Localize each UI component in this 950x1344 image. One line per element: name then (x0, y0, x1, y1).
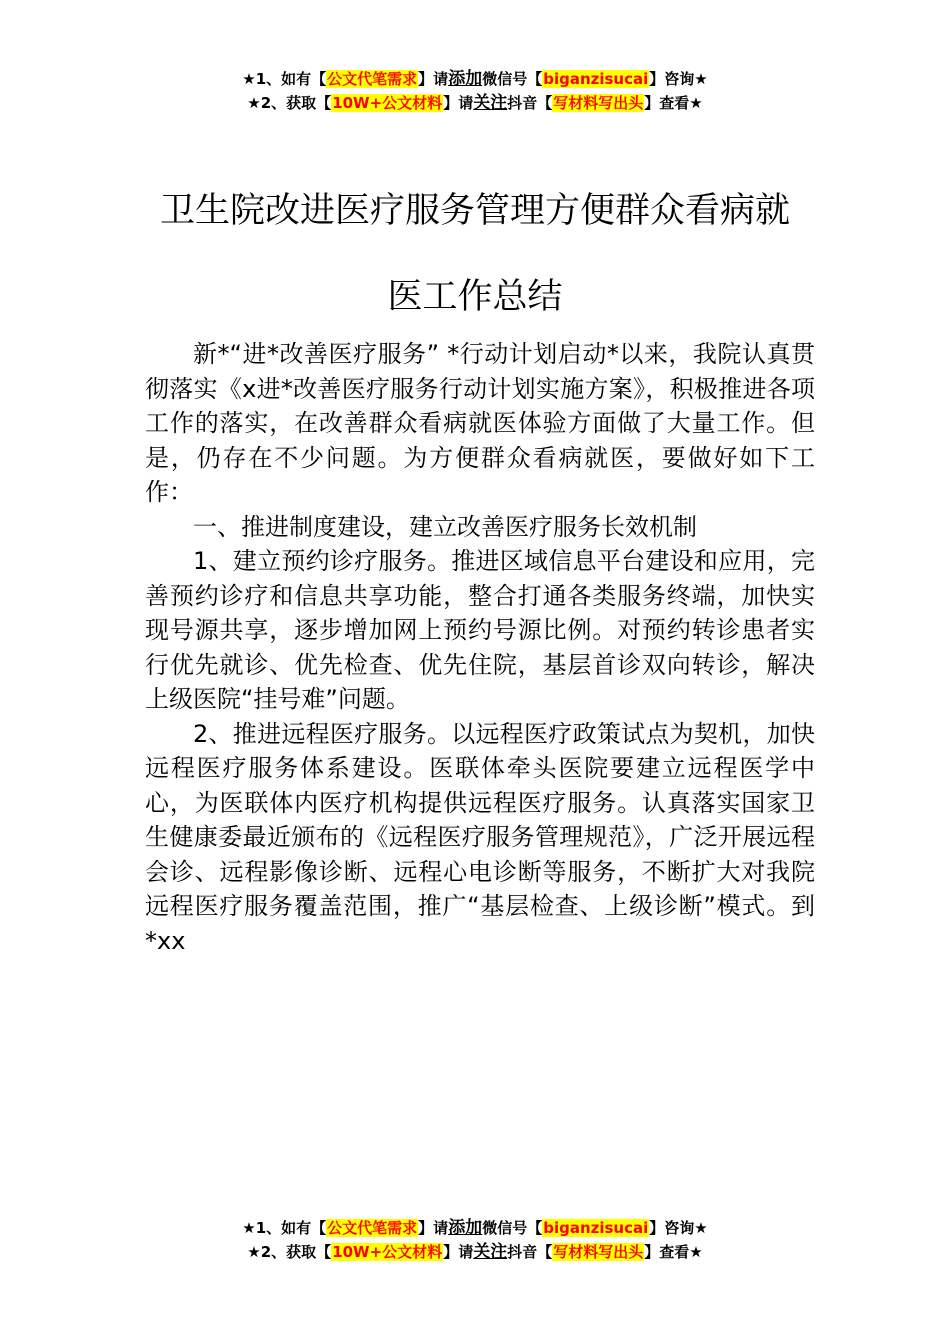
wechat-id-highlight: biganzisucai (543, 1219, 649, 1237)
banner-line-2: ★2、获取【10W+公文材料】请关注抖音【写材料写出头】查看★ (247, 93, 703, 113)
footer-line-2: ★2、获取【10W+公文材料】请关注抖音【写材料写出头】查看★ (247, 1242, 703, 1262)
title-line-2: 医工作总结 (387, 277, 563, 317)
douyin-id-highlight: 写材料写出头 (553, 1243, 644, 1261)
materials-highlight: 10W+公文材料 (332, 1243, 443, 1261)
intro-paragraph: 新*“进*改善医疗服务” *行动计划启动*以来，我院认真贯彻落实《x进*改善医疗服务行动计划实施方案》，积极推进各项工作的落实，在改善群众看病就医体验方面做了大量工作。但是，仍存在不少问题。为方便群众看病就医，要做好如下工作： (145, 340, 815, 506)
document-title (100, 168, 850, 340)
title-line-1: 卫生院改进医疗服务管理方便群众看病就 (159, 191, 790, 231)
wechat-id-highlight: biganzisucai (543, 70, 649, 88)
service-highlight: 公文代笔需求 (327, 70, 418, 88)
materials-highlight: 10W+公文材料 (332, 94, 443, 112)
douyin-id-highlight: 写材料写出头 (553, 94, 644, 112)
body-paragraph-2: 2、推进远程医疗服务。以远程医疗政策试点为契机，加快远程医疗服务体系建设。医联体牵头医院要建立远程医学中心，为医联体内医疗机构提供远程医疗服务。认真落实国家卫生健康委最近颁布的《远程医疗服务管理规范》，广泛开展远程会诊、远程影像诊断、远程心电诊断等服务，不断扩大对我院远程医疗服务覆盖范围，推广“基层检查、上级诊断”模式。到*xx (145, 719, 815, 955)
service-highlight: 公文代笔需求 (327, 1219, 418, 1237)
header-banner (0, 67, 950, 115)
section-heading-1: 一、推进制度建设，建立改善医疗服务长效机制 (193, 512, 697, 541)
document-body (145, 337, 815, 958)
footer-line-1: ★1、如有【公文代笔需求】请添加微信号【biganzisucai】咨询★ (242, 1218, 708, 1238)
banner-line-1: ★1、如有【公文代笔需求】请添加微信号【biganzisucai】咨询★ (242, 69, 708, 89)
footer-banner (0, 1216, 950, 1264)
body-paragraph-1: 1、建立预约诊疗服务。推进区域信息平台建设和应用，完善预约诊疗和信息共享功能，整合打通各类服务终端，加快实现号源共享，逐步增加网上预约号源比例。对预约转诊患者实行优先就诊、优先检查、优先住院，基层首诊双向转诊，解决上级医院“挂号难”问题。 (145, 547, 815, 713)
